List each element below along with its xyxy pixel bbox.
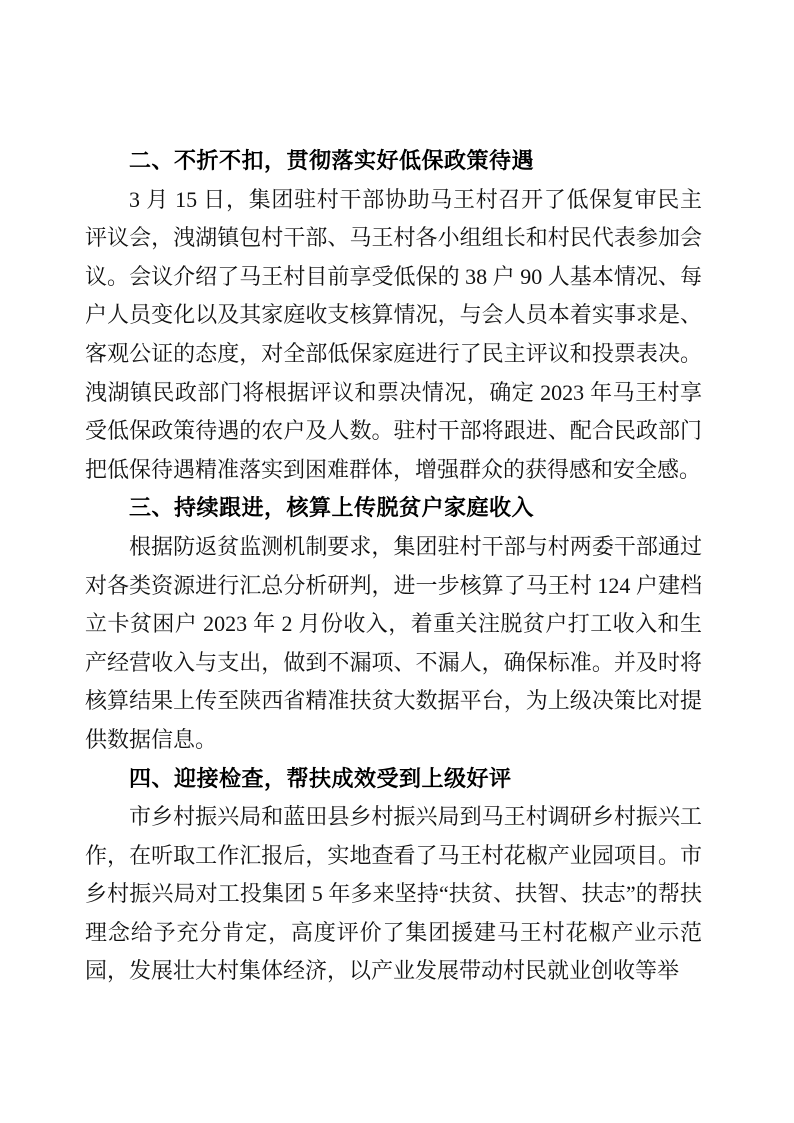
section-2-paragraph: 3 月 15 日，集团驻村干部协助马王村召开了低保复审民主评议会，洩湖镇包村干部、马王村各小组组长和村民代表参加会议。会议介绍了马王村目前享受低保的 38 户 90 人基本情况、每户人员变化以及其家庭收支核算情况，与会人员本着实事求是、客观公证的态度，对全部低保家庭进行了民主评议和投票表决。洩湖镇民政部门将根据评议和票决情况，确定 2023 年马王村享受低保政策待遇的农户及人数。驻村干部将跟进、配合民政部门把低保待遇精准落实到困难群体，增强群众的获得感和安全感。 — [85, 186, 702, 482]
section-heading-3: 三、持续跟进，核算上传脱贫户家庭收入 — [129, 495, 535, 521]
section-heading-2: 二、不折不扣，贯彻落实好低保政策待遇 — [129, 148, 535, 173]
document-content — [85, 142, 702, 991]
section-4-paragraph: 市乡村振兴局和蓝田县乡村振兴局到马王村调研乡村振兴工作，在听取工作汇报后，实地查看了马王村花椒产业园项目。市乡村振兴局对工投集团 5 年多来坚持“扶贫、扶智、扶志”的帮扶理念给予充分肯定，高度评价了集团援建马王村花椒产业示范园，发展壮大村集体经济，以产业发展带动村民就业创收等举 — [85, 804, 702, 984]
section-heading-4: 四、迎接检查，帮扶成效受到上级好评 — [129, 765, 512, 791]
section-3-paragraph: 根据防返贫监测机制要求，集团驻村干部与村两委干部通过对各类资源进行汇总分析研判，进一步核算了马王村 124 户建档立卡贫困户 2023 年 2 月份收入，着重关注脱贫户打工收入和生产经营收入与支出，做到不漏项、不漏人，确保标准。并及时将核算结果上传至陕西省精准扶贫大数据平台，为上级决策比对提供数据信息。 — [85, 533, 702, 752]
